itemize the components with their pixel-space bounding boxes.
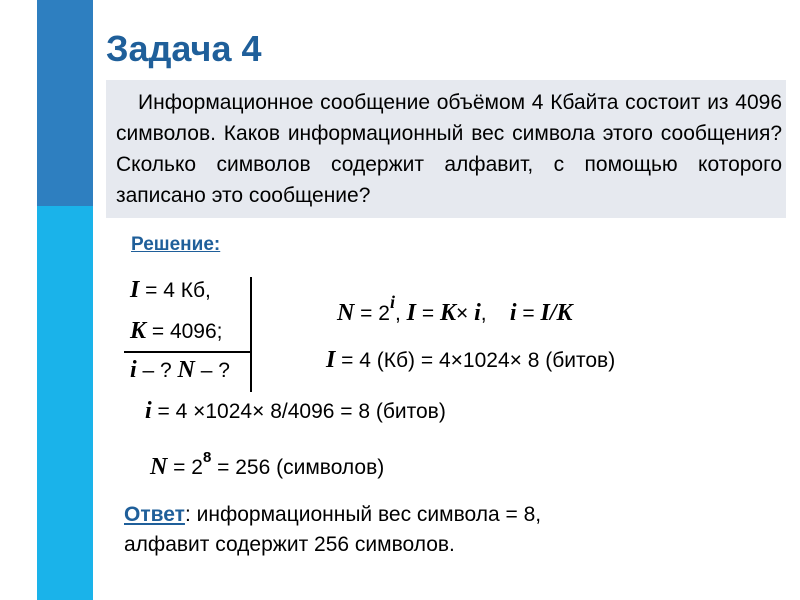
task-text: Информационное сообщение объёмом 4 Кбайта состоит из 4096 символов. Каков информационный вес символа этого сообщения? Сколько символов содержит алфавит, с помощью которого записано это сообщение?: [116, 91, 782, 207]
formula-exp-i: i: [389, 292, 395, 312]
given-sym-K: K: [130, 318, 147, 344]
formula-K: K: [439, 300, 456, 326]
formula-I-calc-sym: I: [326, 347, 336, 373]
given-q-2: – ?: [194, 359, 230, 382]
formula-eq3: =: [516, 302, 541, 325]
formula-i2: i: [474, 300, 481, 326]
given-val-1: = 4 Кб,: [139, 279, 211, 302]
formula-N-calc-pre: = 2: [167, 456, 203, 479]
answer-line-1: [124, 500, 541, 530]
given-q-1: – ?: [136, 359, 178, 382]
slide-title: Задача 4: [106, 28, 262, 69]
given-sym-I: I: [130, 277, 140, 303]
formula-sep: ,: [394, 302, 407, 325]
formula-N-calc-sym: N: [150, 454, 168, 480]
solution-label: Решение:: [131, 234, 221, 255]
formula-N-calc-post: = 256 (символов): [211, 456, 385, 479]
answer-block: [124, 500, 541, 560]
formula-comma: ,: [480, 302, 510, 325]
task-box: [106, 80, 786, 218]
given-line-1: [130, 277, 211, 304]
formula-eq: = 2: [354, 302, 390, 325]
answer-line-2: алфавит содержит 256 символов.: [124, 533, 455, 556]
given-val-2: = 4096;: [146, 320, 223, 343]
side-bar-dark: [37, 0, 93, 206]
formula-N: N: [337, 300, 355, 326]
given-line-2: [130, 318, 223, 345]
formula-I-calc: [326, 347, 615, 374]
formula-main: [337, 292, 573, 327]
formula-i-calc-text: = 4 ×1024× 8/4096 = 8 (битов): [151, 400, 446, 423]
formula-i-calc: [145, 398, 446, 425]
given-line-3: [130, 357, 230, 384]
given-divider-horizontal: [124, 351, 252, 353]
side-bar-light: [37, 206, 93, 600]
formula-I-calc-text: = 4 (Кб) = 4×1024× 8 (битов): [335, 349, 616, 372]
formula-I: I: [406, 300, 416, 326]
formula-eq2: =: [416, 302, 440, 325]
given-divider-vertical: [250, 277, 252, 392]
formula-I-div-K: I/K: [540, 300, 573, 326]
given-sym-i: i: [130, 357, 137, 383]
formula-N-calc-exp: 8: [202, 449, 212, 466]
answer-label: Ответ: [124, 503, 185, 526]
formula-i3: i: [509, 300, 517, 326]
formula-i-calc-sym: i: [145, 398, 152, 424]
answer-text-1: : информационный вес символа = 8,: [184, 503, 542, 526]
formula-times: ×: [455, 302, 475, 325]
formula-N-calc: [150, 449, 385, 481]
given-sym-N: N: [177, 357, 195, 383]
